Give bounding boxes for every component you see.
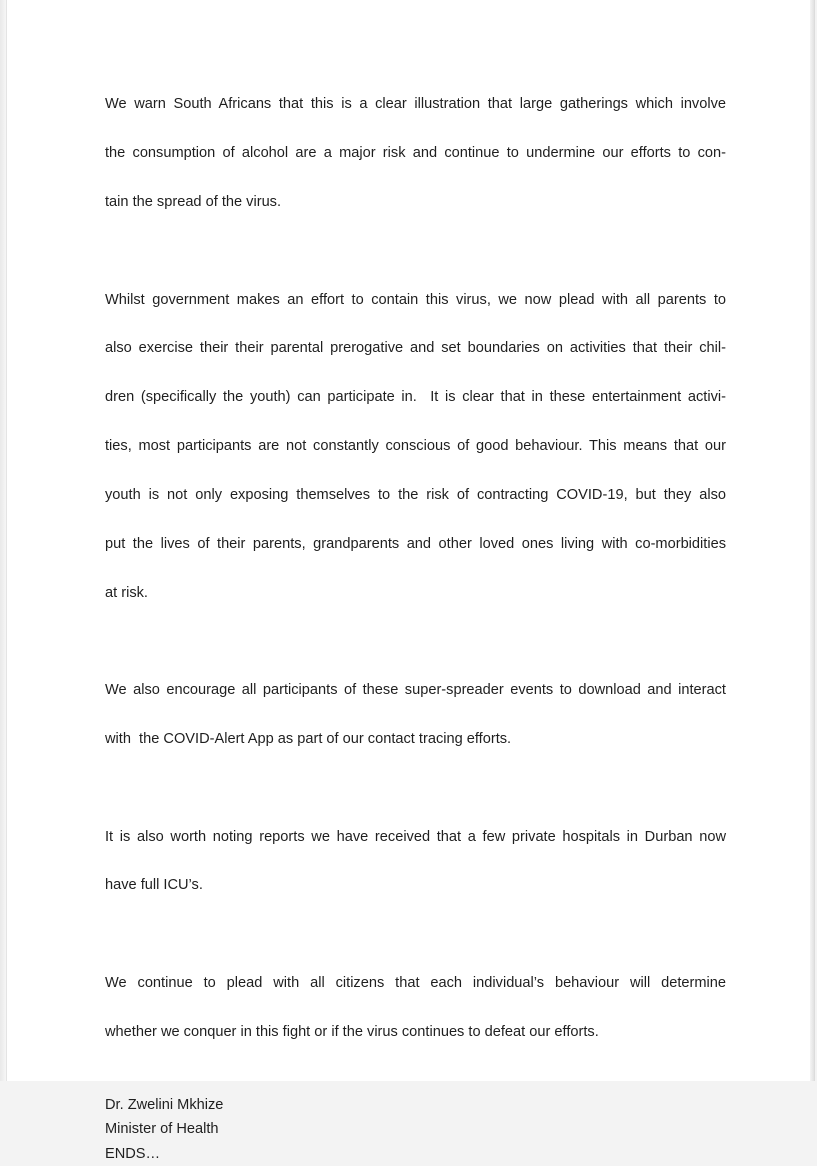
- text-line: also exercise their their parental prerogative and set boundaries on activities that their chil-: [105, 340, 726, 357]
- signatory-title: Minister of Health: [105, 1121, 219, 1138]
- paragraph-alcohol-warning: [105, 68, 726, 239]
- signature-block: [105, 1093, 726, 1166]
- text-line: We also encourage all participants of these super-spreader events to download and interact: [105, 682, 726, 699]
- text-line: ties, most participants are not constantly conscious of good behaviour. This means that our: [105, 438, 726, 455]
- text-line: tain the spread of the virus.: [105, 194, 282, 211]
- paragraph-covid-alert-app: [105, 654, 726, 776]
- document-body: [105, 68, 726, 1166]
- paragraph-citizens-plea: [105, 947, 726, 1069]
- page-edge-shadow-right: [810, 0, 814, 1081]
- text-line: the consumption of alcohol are a major risk and continue to undermine our efforts to con-: [105, 145, 726, 162]
- text-line: have full ICU’s.: [105, 877, 203, 894]
- text-line: Whilst government makes an effort to contain this virus, we now plead with all parents to: [105, 291, 726, 308]
- text-line: whether we conquer in this fight or if the virus continues to defeat our efforts.: [105, 1023, 599, 1040]
- text-line: at risk.: [105, 584, 148, 601]
- text-line: dren (specifically the youth) can participate in. It is clear that in these entertainment activi-: [105, 389, 726, 406]
- paragraph-parents-plea: [105, 263, 726, 629]
- end-marker: ENDS…: [105, 1145, 161, 1162]
- paragraph-durban-hospitals: [105, 800, 726, 922]
- text-line: put the lives of their parents, grandparents and other loved ones living with co-morbidities: [105, 535, 726, 552]
- text-line: We warn South Africans that this is a clear illustration that large gatherings which involve: [105, 96, 726, 113]
- text-line: We continue to plead with all citizens that each individual’s behaviour will determine: [105, 974, 726, 991]
- signatory-name: Dr. Zwelini Mkhize: [105, 1096, 224, 1113]
- text-line: youth is not only exposing themselves to the risk of contracting COVID-19, but they also: [105, 486, 726, 503]
- document-page: [6, 0, 815, 1162]
- text-line: with the COVID-Alert App as part of our contact tracing efforts.: [105, 730, 512, 747]
- text-line: It is also worth noting reports we have received that a few private hospitals in Durban now: [105, 828, 726, 845]
